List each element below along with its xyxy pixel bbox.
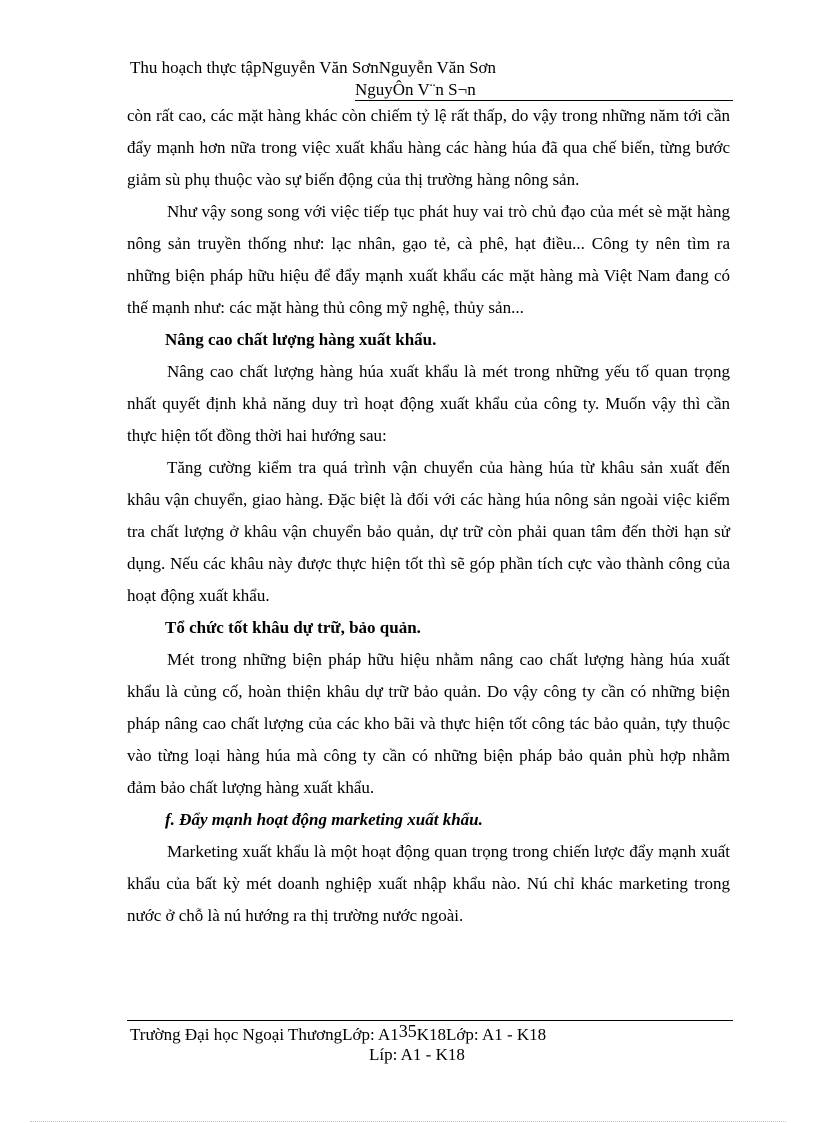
page-edge-dotted-line [30, 1121, 786, 1122]
footer-divider [127, 1020, 733, 1021]
header-title: Thu hoạch thực tậpNguyễn Văn SơnNguyễn Văn Sơn [130, 58, 497, 77]
paragraph: Mét trong những biện pháp hữu hiệu nhằm nâng cao chất lượng hàng húa xuất khẩu là củng cố, hoàn thiện khâu dự trữ bảo quản. Do vậy công ty cần có những biện pháp nâng cao chất lượng của các kho bãi và thực hiện tốt công tác bảo quản, tựy thuộc vào từng loại hàng húa mà công ty cần có những biện pháp bảo quản phù hợp nhằm đảm bảo chất lượng hàng xuất khẩu. [127, 650, 730, 797]
section-heading-quality: Nâng cao chất lượng hàng xuất khẩu. [165, 330, 437, 349]
footer-class: K18Lớp: A1 - K18 [416, 1025, 547, 1044]
header-author: NguyÔn V¨n S¬n [355, 80, 476, 99]
paragraph: Như vậy song song với việc tiếp tục phát huy vai trò chủ đạo của mét sè mặt hàng nông sản truyền thống như: lạc nhân, gạo tẻ, cà phê, hạt điều... Công ty nên tìm ra những biện pháp hữu hiệu để đẩy mạnh xuất khẩu các mặt hàng mà Việt Nam đang có thế mạnh như: các mặt hàng thủ công mỹ nghệ, thủy sản... [127, 202, 730, 317]
footer-class-alt: Líp: A1 - K18 [369, 1045, 465, 1064]
footer-line [130, 1021, 547, 1045]
paragraph: Nâng cao chất lượng hàng húa xuất khẩu là mét trong những yếu tố quan trọng nhất quyết định khả năng duy trì hoạt động xuất khẩu của công ty. Muốn vậy thì cần thực hiện tốt đồng thời hai hướng sau: [127, 362, 730, 445]
page-number: 35 [398, 1021, 417, 1041]
section-heading-marketing: f. Đẩy mạnh hoạt động marketing xuất khẩu. [165, 810, 483, 829]
paragraph: Tăng cường kiểm tra quá trình vận chuyển của hàng húa từ khâu sản xuất đến khâu vận chuyển, giao hàng. Đặc biệt là đối với các hàng húa nông sản ngoài việc kiểm tra chất lượng ở khâu vận chuyển bảo quản, dự trữ còn phải quan tâm đến thời hạn sử dụng. Nếu các khâu này được thực hiện tốt thì sẽ góp phần tích cực vào thành công của hoạt động xuất khẩu. [127, 458, 730, 605]
paragraph-continuation: còn rất cao, các mặt hàng khác còn chiếm tỷ lệ rất thấp, do vậy trong những năm tới cần đẩy mạnh hơn nữa trong việc xuất khẩu hàng các hàng húa đã qua chế biến, từng bước giảm sù phụ thuộc vào sự biến động của thị trường hàng nông sản. [127, 106, 730, 189]
document-body [127, 100, 730, 932]
paragraph: Marketing xuất khẩu là một hoạt động quan trọng trong chiến lược đẩy mạnh xuất khẩu của bất kỳ mét doanh nghiệp xuất nhập khẩu nào. Nú chỉ khác marketing trong nước ở chỗ là nú hướng ra thị trường nước ngoài. [127, 842, 730, 925]
section-heading-storage: Tổ chức tốt khâu dự trữ, bảo quản. [165, 618, 421, 637]
footer-school: Trường Đại học Ngoại ThươngLớp: A1 [130, 1025, 399, 1044]
